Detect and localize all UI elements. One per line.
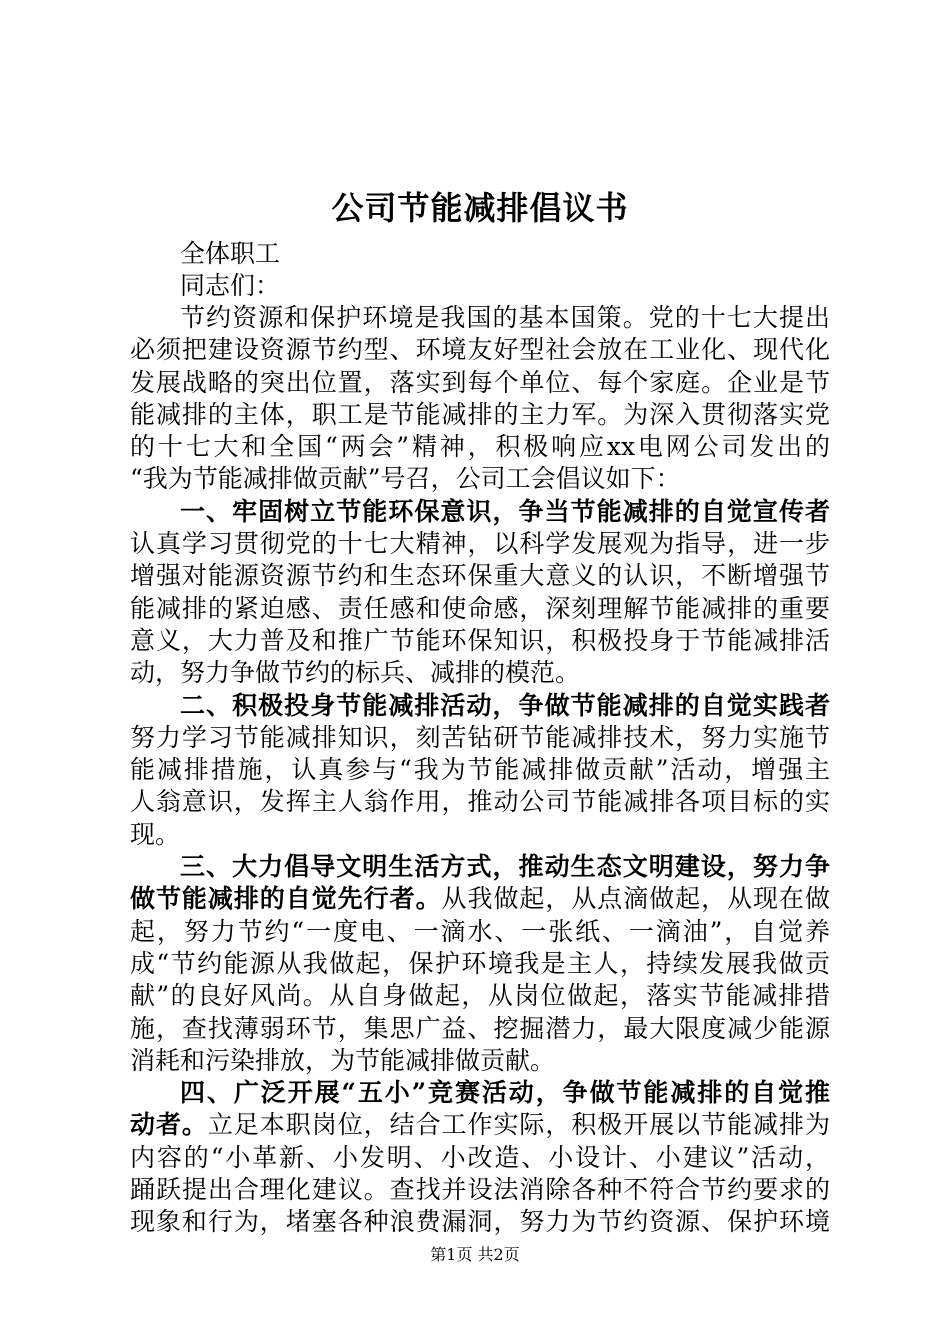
- text-line: [130, 883, 830, 915]
- text-line: 意义，大力普及和推广节能环保知识，积极投身于节能减排活: [130, 625, 830, 655]
- text-line: “我为节能减排做贡献”号召，公司工会倡议如下：: [130, 464, 681, 494]
- proposal-heading: 三、大力倡导文明生活方式，推动生态文明建设，努力争: [180, 852, 830, 882]
- text-line: 消耗和污染排放，为节能减排做贡献。: [130, 1045, 556, 1075]
- text-line: 内容的“小革新、小发明、小改造、小设计、小建议”活动，: [130, 1142, 830, 1172]
- proposal-item-3: [130, 851, 830, 1077]
- proposal-heading-end: 动者。: [130, 1110, 208, 1140]
- text-line: 认真学习贯彻党的十七大精神，以科学发展观为指导，进一步: [130, 529, 830, 559]
- intro-paragraph: [130, 302, 830, 496]
- document-title: 公司节能减排倡议书: [331, 189, 629, 227]
- text-line: 施，查找薄弱环节，集思广益、挖掘潜力，最大限度减少能源: [130, 1013, 830, 1043]
- text-line: 现象和行为，堵塞各种浪费漏洞，努力为节约资源、保护环境: [130, 1207, 830, 1237]
- text-line: 必须把建设资源节约型、环境友好型社会放在工业化、现代化: [130, 335, 830, 365]
- text-line: 人翁意识，发挥主人翁作用，推动公司节能减排各项目标的实: [130, 787, 830, 817]
- proposal-heading: 一、牢固树立节能环保意识，争当节能减排的自觉宣传者: [180, 496, 830, 526]
- text-line: 献”的良好风尚。从自身做起，从岗位做起，落实节能减排措: [130, 981, 830, 1011]
- text-line: 能减排措施，认真参与“我为节能减排做贡献”活动，增强主: [130, 755, 830, 785]
- proposal-item-1: [130, 496, 830, 690]
- text-line: 发展战略的突出位置，落实到每个单位、每个家庭。企业是节: [130, 367, 830, 397]
- proposal-heading-end: 做节能减排的自觉先行者。: [130, 884, 442, 914]
- text-line: 踊跃提出合理化建议。查找并设法消除各种不符合节约要求的: [130, 1175, 830, 1205]
- text-line: 起，努力节约“一度电、一滴水、一张纸、一滴油”，自觉养: [130, 916, 830, 946]
- text-line: 能减排的紧迫感、责任感和使命感，深刻理解节能减排的重要: [130, 593, 830, 623]
- document-body: [130, 180, 830, 1239]
- text-span: 从我做起，从点滴做起，从现在做: [441, 884, 830, 914]
- text-line: 增强对能源资源节约和生态环保重大意义的认识，不断增强节: [130, 561, 830, 591]
- text-line: 能减排的主体，职工是节能减排的主力军。为深入贯彻落实党: [130, 399, 830, 429]
- text-line: 动，努力争做节约的标兵、减排的模范。: [130, 658, 581, 688]
- page-footer: 第1页 共2页: [430, 1245, 520, 1264]
- text-line: 现。: [130, 819, 181, 849]
- proposal-heading: 四、广泛开展“五小”竞赛活动，争做节能减排的自觉推: [180, 1078, 830, 1108]
- proposal-item-2: [130, 690, 830, 851]
- text-line: 努力学习节能减排知识，刻苦钻研节能减排技术，努力实施节: [130, 722, 830, 752]
- text-span: 立足本职岗位，结合工作实际，积极开展以节能减排为: [207, 1110, 830, 1140]
- salutation-recipient: 全体职工: [180, 239, 281, 268]
- salutation-greeting: 同志们：: [180, 271, 281, 300]
- text-line: 成“节约能源从我做起，保护环境我是主人，持续发展我做贡: [130, 948, 830, 978]
- text-line: 的十七大和全国“两会”精神，积极响应xx电网公司发出的: [130, 432, 830, 462]
- proposal-heading: 二、积极投身节能减排活动，争做节能减排的自觉实践者: [180, 690, 830, 720]
- text-line: 节约资源和保护环境是我国的基本国策。党的十七大提出: [180, 303, 830, 332]
- text-line: [130, 1109, 830, 1141]
- proposal-item-4: [130, 1077, 830, 1238]
